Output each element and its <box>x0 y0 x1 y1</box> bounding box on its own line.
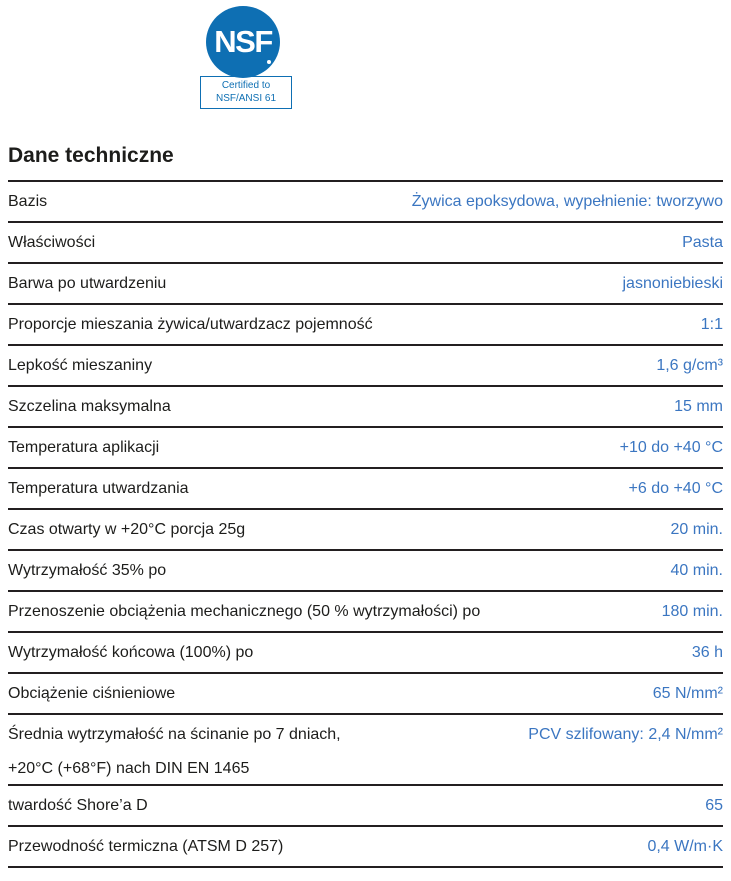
row-label: Wytrzymałość 35% po <box>8 562 167 579</box>
table-row <box>8 713 723 784</box>
row-value: 1:1 <box>700 316 723 333</box>
row-value: 180 min. <box>661 603 723 620</box>
table-row <box>8 631 723 672</box>
row-value: Pasta <box>682 234 723 251</box>
table-row <box>8 344 723 385</box>
table-row <box>8 221 723 262</box>
row-value: PCV szlifowany: 2,4 N/mm² <box>528 726 723 743</box>
row-label: Właściwości <box>8 234 96 251</box>
row-value: 20 min. <box>670 521 723 538</box>
row-label: Lepkość mieszaniny <box>8 357 153 374</box>
row-value: 40 min. <box>670 562 723 579</box>
row-label: Czas otwarty w +20°C porcja 25g <box>8 521 246 538</box>
row-value: 0,4 W/m·K <box>647 838 723 855</box>
row-label: Przewodność termiczna (ATSM D 257) <box>8 838 284 855</box>
row-label: Temperatura aplikacji <box>8 439 160 456</box>
registered-mark-icon <box>267 60 271 64</box>
row-label: Przenoszenie obciążenia mechanicznego (50 % wytrzymałości) po <box>8 603 481 620</box>
table-row <box>8 303 723 344</box>
table-row <box>8 262 723 303</box>
nsf-certification-box <box>200 76 292 109</box>
document-body <box>8 144 723 868</box>
row-label: Bazis <box>8 193 48 210</box>
table-row <box>8 467 723 508</box>
technical-data-table <box>8 180 723 868</box>
table-row <box>8 590 723 631</box>
row-value: +6 do +40 °C <box>628 480 723 497</box>
nsf-logo-text: NSF <box>214 23 272 59</box>
table-row <box>8 426 723 467</box>
table-row <box>8 825 723 868</box>
row-label-line-1: Średnia wytrzymałość na ścinanie po 7 dniach, <box>8 726 341 743</box>
row-label: Szczelina maksymalna <box>8 398 171 415</box>
table-row <box>8 180 723 221</box>
table-row <box>8 385 723 426</box>
row-label: Obciążenie ciśnieniowe <box>8 685 176 702</box>
row-value: +10 do +40 °C <box>619 439 723 456</box>
row-value: 65 <box>705 797 723 814</box>
row-label: Proporcje mieszania żywica/utwardzacz pojemność <box>8 316 373 333</box>
row-label <box>8 726 355 778</box>
row-label: twardość Shore’a D <box>8 797 148 814</box>
row-value: Żywica epoksydowa, wypełnienie: tworzywo <box>411 193 723 210</box>
row-value: 36 h <box>691 644 723 661</box>
row-label-line-2: +20°C (+68°F) nach DIN EN 1465 <box>8 760 250 777</box>
nsf-logo <box>206 6 280 78</box>
page-title: Dane techniczne <box>8 144 174 167</box>
table-row <box>8 672 723 713</box>
row-label: Barwa po utwardzeniu <box>8 275 167 292</box>
row-value: jasnoniebieski <box>622 275 723 292</box>
row-value: 1,6 g/cm³ <box>656 357 723 374</box>
table-row <box>8 508 723 549</box>
table-row <box>8 784 723 825</box>
row-label: Temperatura utwardzania <box>8 480 189 497</box>
row-value: 65 N/mm² <box>652 685 723 702</box>
certification-line-2: NSF/ANSI 61 <box>215 93 277 104</box>
table-row <box>8 549 723 590</box>
row-label: Wytrzymałość końcowa (100%) po <box>8 644 254 661</box>
certification-line-1: Certified to <box>221 80 271 91</box>
row-value: 15 mm <box>674 398 723 415</box>
